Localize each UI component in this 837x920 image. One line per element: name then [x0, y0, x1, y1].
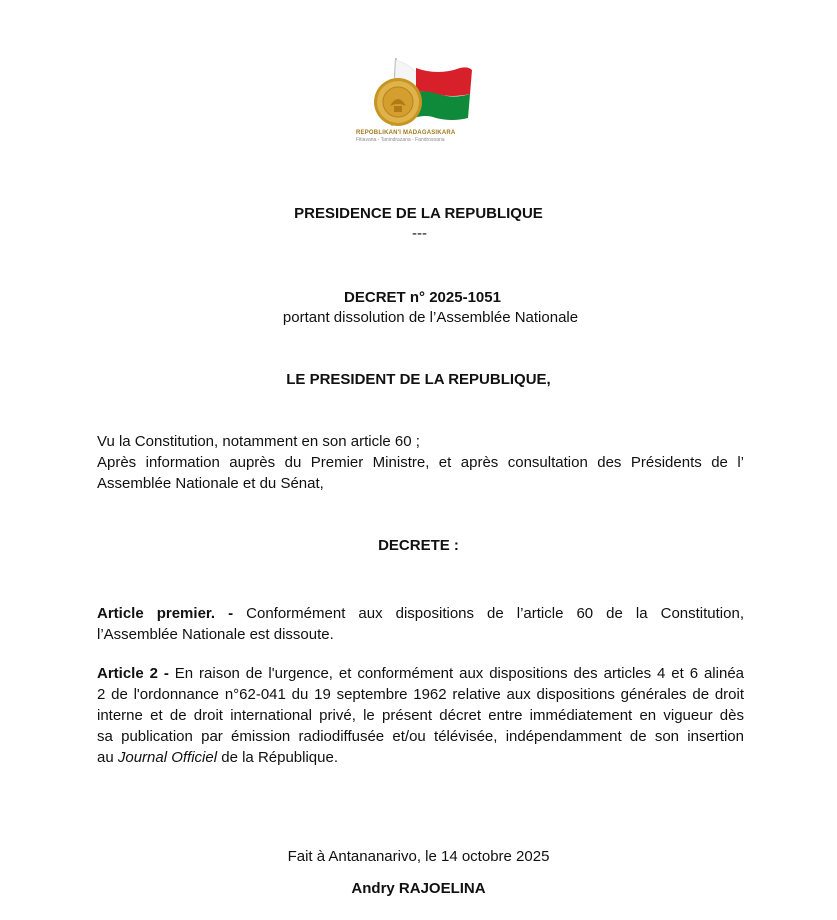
decree-number: DECRET n° 2025-1051 [344, 289, 501, 306]
page-title: PRESIDENCE DE LA REPUBLIQUE [294, 205, 543, 222]
preamble-heading: LE PRESIDENT DE LA REPUBLIQUE, [286, 371, 551, 388]
signatory-name: Andry RAJOELINA [351, 880, 486, 897]
article-1 [97, 603, 744, 645]
article-2-text-1: En raison de l'urgence, et conformément aux dispositions des articles 4 et 6 alinéa [168, 665, 745, 682]
article-1-line-1 [97, 603, 744, 624]
decree-subject: portant dissolution de l’Assemblée Nationale [282, 309, 579, 326]
emblem-name: REPOBLIKAN'I MADAGASIKARA [356, 130, 456, 136]
journal-officiel: Journal Officiel [117, 749, 218, 766]
article-2-text-5a: au [97, 749, 118, 766]
place-and-date: Fait à Antananarivo, le 14 octobre 2025 [287, 848, 550, 865]
republic-emblem [356, 56, 492, 148]
article-1-text-1: Conformément aux dispositions de l’article 60 de la Constitution, [233, 605, 744, 622]
visa-block [97, 431, 744, 494]
article-1-line-2: l’Assemblée Nationale est dissoute. [97, 626, 334, 643]
visa-2-line-2: Assemblée Nationale et du Sénat, [97, 475, 324, 492]
article-2-line-5 [97, 747, 744, 768]
visa-2-line-1: Après information auprès du Premier Ministre, et après consultation des Présidents de l’ [97, 454, 744, 471]
article-2 [97, 663, 744, 768]
emblem-motto: Fitiavana - Tanindrazana - Fandrosoana [356, 137, 445, 143]
article-2-line-1 [97, 663, 744, 684]
article-2-text-5c: de la République. [217, 749, 339, 766]
article-2-line-3: interne et de droit international privé, le présent décret entre immédiatement en vigueur dès [97, 707, 744, 724]
decrete-heading: DECRETE : [378, 537, 459, 554]
article-2-line-2: 2 de l'ordonnance n°62-041 du 19 septembre 1962 relative aux dispositions générales de droit [97, 686, 744, 703]
article-2-label: Article 2 - [97, 665, 169, 682]
flag-and-seal-icon [356, 56, 492, 130]
title-separator: --- [412, 225, 427, 242]
article-2-line-4: sa publication par émission radiodiffusée et/ou télévisée, indépendamment de son insertion [97, 728, 744, 745]
visa-1: Vu la Constitution, notamment en son article 60 ; [97, 433, 420, 450]
article-1-label: Article premier. - [97, 605, 234, 622]
